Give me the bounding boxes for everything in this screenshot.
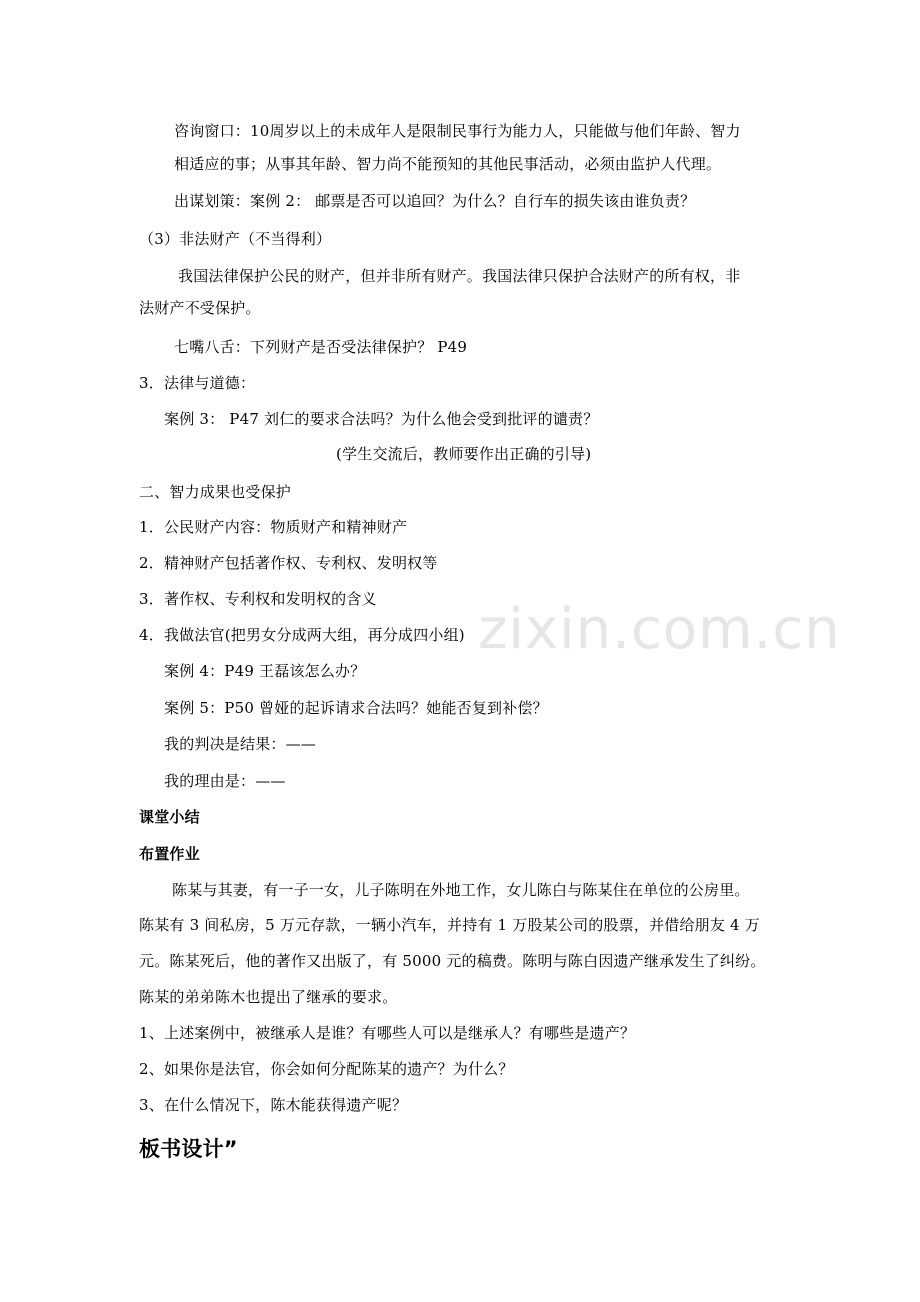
section-heading: 3．法律与道德： bbox=[139, 374, 256, 392]
paragraph-line: 我的判决是结果：—— bbox=[164, 735, 317, 753]
list-item: 3．著作权、专利权和发明权的含义 bbox=[139, 590, 377, 608]
page-heading: 板书设计” bbox=[139, 1137, 238, 1161]
section-heading: 课堂小结 bbox=[139, 808, 200, 826]
paragraph-line: 我的理由是：—— bbox=[164, 772, 286, 790]
paragraph-line: 元。陈某死后，他的著作又出版了，有 5000 元的稿费。陈明与陈白因遗产继承发生了纠纷。 bbox=[139, 952, 766, 970]
paragraph-line: 出谋划策：案例 2： 邮票是否可以追回？为什么？自行车的损失该由谁负责？ bbox=[174, 192, 696, 210]
list-item: 4．我做法官(把男女分成两大组，再分成四小组) bbox=[139, 626, 465, 644]
paragraph-line: 相适应的事；从事其年龄、智力尚不能预知的其他民事活动，必须由监护人代理。 bbox=[174, 155, 722, 173]
paragraph-line: 陈某与其妻，有一子一女，儿子陈明在外地工作，女儿陈白与陈某住在单位的公房里。 bbox=[172, 881, 750, 899]
list-item: 1．公民财产内容：物质财产和精神财产 bbox=[139, 518, 408, 536]
paragraph-line: 陈某的弟弟陈木也提出了继承的要求。 bbox=[139, 988, 398, 1006]
paragraph-line: 法财产不受保护。 bbox=[139, 299, 261, 317]
question-item: 2、如果你是法官，你会如何分配陈某的遗产？为什么？ bbox=[139, 1060, 514, 1078]
paragraph-line: 陈某有 3 间私房，5 万元存款，一辆小汽车，并持有 1 万股某公司的股票，并借给朋友 4 万 bbox=[139, 916, 760, 934]
section-heading: （3）非法财产（不当得利） bbox=[139, 230, 332, 248]
section-heading: 布置作业 bbox=[139, 845, 200, 863]
list-item: 2．精神财产包括著作权、专利权、发明权等 bbox=[139, 554, 438, 572]
paragraph-line: 案例 5：P50 曾娅的起诉请求合法吗？她能否复到补偿？ bbox=[164, 699, 548, 717]
section-heading: 二、智力成果也受保护 bbox=[139, 483, 292, 501]
paragraph-line: 七嘴八舌：下列财产是否受法律保护？ P49 bbox=[174, 338, 468, 356]
paragraph-line: 咨询窗口：10周岁以上的未成年人是限制民事行为能力人，只能做与他们年龄、智力 bbox=[174, 122, 741, 140]
question-item: 3、在什么情况下，陈木能获得遗产呢？ bbox=[139, 1096, 408, 1114]
paragraph-line: 我国法律保护公民的财产，但并非所有财产。我国法律只保护合法财产的所有权，非 bbox=[178, 267, 741, 285]
paragraph-line: (学生交流后，教师要作出正确的引导) bbox=[336, 445, 592, 463]
paragraph-line: 案例 3： P47 刘仁的要求合法吗？为什么他会受到批评的谴责？ bbox=[164, 410, 599, 428]
watermark-text: zixin.com.cn bbox=[478, 597, 841, 662]
paragraph-line: 案例 4：P49 王磊该怎么办？ bbox=[164, 662, 366, 680]
question-item: 1、上述案例中，被继承人是谁？有哪些人可以是继承人？有哪些是遗产？ bbox=[139, 1024, 636, 1042]
